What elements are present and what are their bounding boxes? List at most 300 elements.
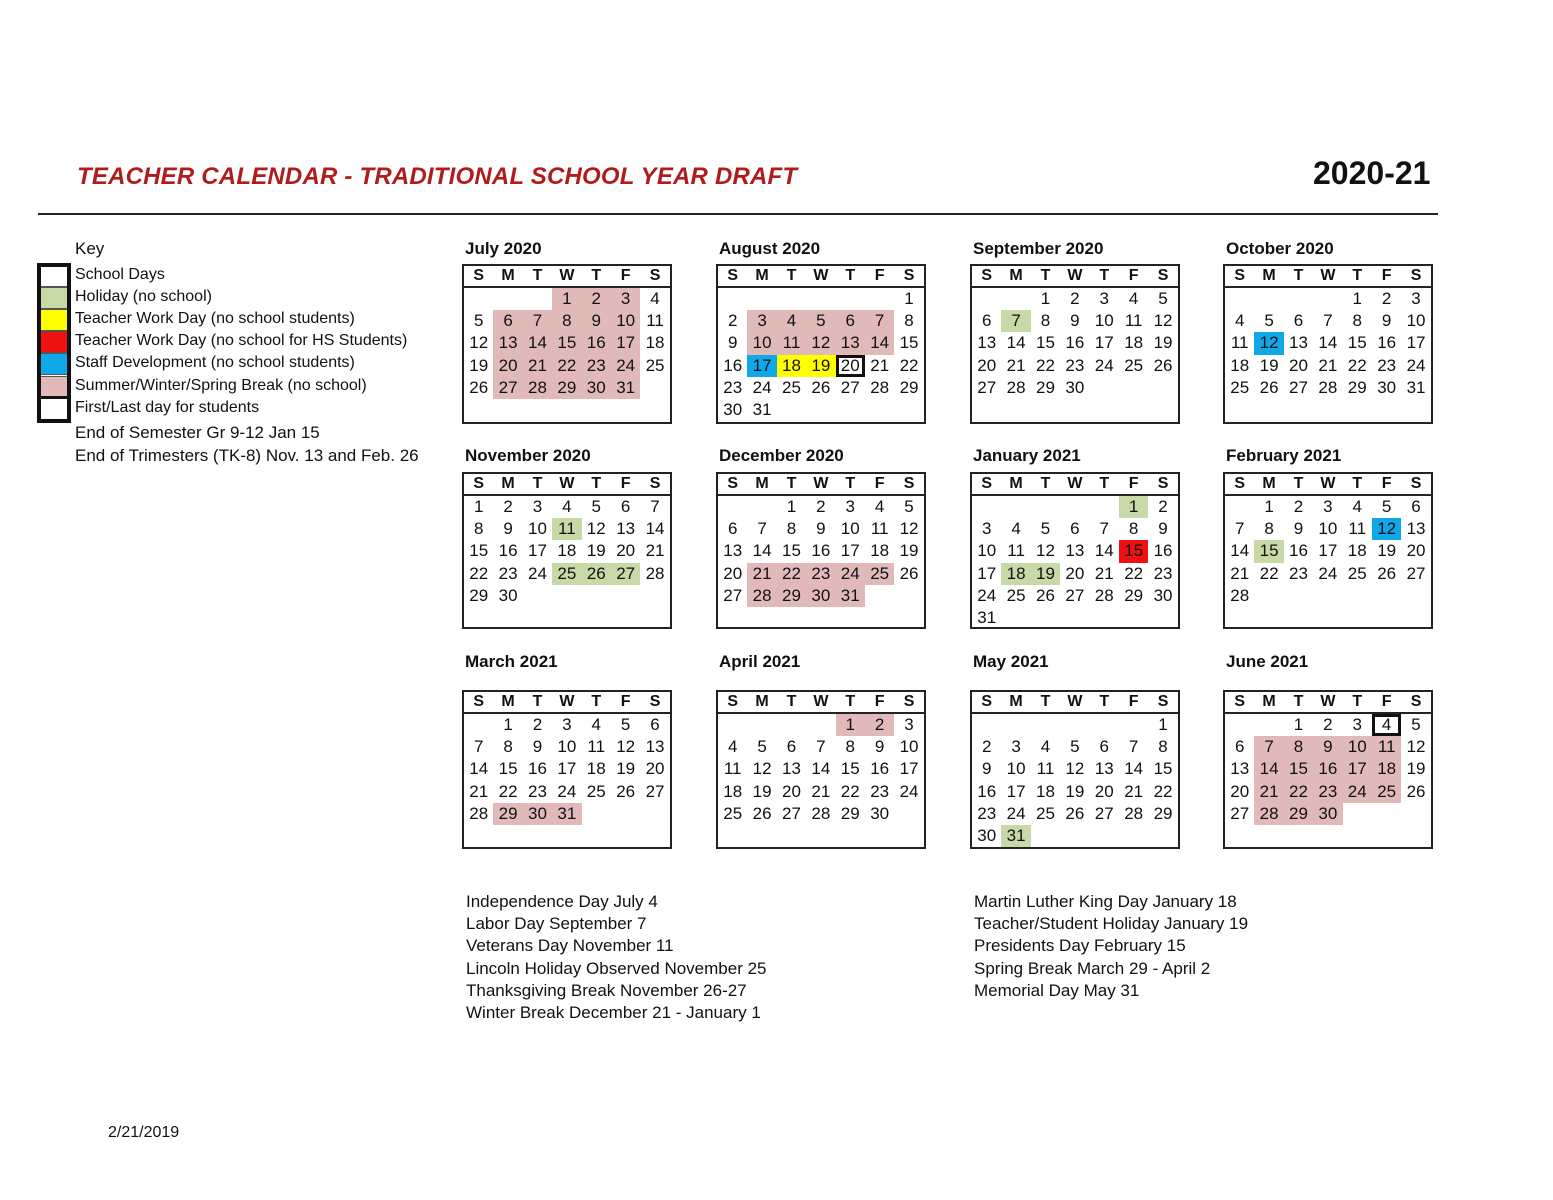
weekday-label: W <box>813 267 829 284</box>
month-title: October 2020 <box>1226 239 1334 258</box>
week-row <box>1225 736 1431 758</box>
day-cell: 3 <box>1011 737 1021 757</box>
day-cell: 23 <box>1313 781 1342 803</box>
day-cell: 13 <box>977 333 997 353</box>
month-grid <box>716 690 926 849</box>
day-cell: 28 <box>811 803 831 823</box>
weekday-label: T <box>1293 693 1304 710</box>
day-cell: 10 <box>611 310 640 332</box>
weekday-label: M <box>1262 693 1276 710</box>
month-grid <box>716 472 926 629</box>
empty-day-cell <box>1001 607 1030 629</box>
day-cell: 23 <box>977 803 997 823</box>
empty-day-cell <box>894 585 923 607</box>
day-cell: 26 <box>1065 803 1085 823</box>
weekday-header <box>1225 474 1431 496</box>
weekday-label: M <box>1262 267 1276 284</box>
day-cell: 11 <box>870 519 889 539</box>
day-cell: 26 <box>1259 377 1279 397</box>
day-cell: 10 <box>1006 759 1026 779</box>
day-cell: 4 <box>1372 714 1401 736</box>
day-cell: 31 <box>836 585 865 607</box>
legend-label: School Days <box>75 266 165 283</box>
day-cell: 24 <box>611 355 640 377</box>
day-cell: 8 <box>904 311 914 331</box>
day-cell: 19 <box>1377 541 1397 561</box>
day-cell: 21 <box>1254 781 1283 803</box>
day-cell: 20 <box>1289 355 1308 375</box>
day-cell: 26 <box>1406 781 1426 801</box>
day-cell: 20 <box>616 541 636 561</box>
holiday-line: Independence Day July 4 <box>466 892 658 911</box>
month-title: March 2021 <box>465 652 558 671</box>
day-cell: 8 <box>1352 311 1362 331</box>
empty-day-cell <box>552 585 581 607</box>
day-cell: 30 <box>806 585 835 607</box>
day-cell: 7 <box>523 310 552 332</box>
week-row <box>972 803 1178 825</box>
weekday-label: W <box>813 693 829 710</box>
day-cell: 4 <box>1234 311 1245 331</box>
day-cell: 14 <box>752 541 772 561</box>
holiday-line: Martin Luther King Day January 18 <box>974 892 1237 911</box>
day-cell: 2 <box>582 288 611 310</box>
day-cell: 3 <box>562 715 572 734</box>
day-cell: 6 <box>1099 737 1109 757</box>
week-row <box>972 758 1178 780</box>
day-cell: 18 <box>1347 541 1367 561</box>
day-cell: 12 <box>1406 737 1426 757</box>
day-cell: 24 <box>1343 781 1372 803</box>
day-cell: 13 <box>1065 541 1085 561</box>
day-cell: 17 <box>840 541 860 561</box>
weekday-label: T <box>786 475 797 492</box>
empty-day-cell <box>777 288 806 310</box>
day-cell: 25 <box>865 563 894 585</box>
week-row <box>972 332 1178 354</box>
weekday-label: S <box>649 693 661 710</box>
day-cell: 29 <box>552 377 581 399</box>
day-cell: 2 <box>727 311 738 331</box>
weekday-label: F <box>1128 693 1139 710</box>
day-cell: 21 <box>645 541 665 561</box>
legend-item-school-days <box>38 265 458 287</box>
day-cell: 16 <box>1313 758 1342 780</box>
day-cell: 12 <box>1372 518 1401 540</box>
empty-day-cell <box>747 288 776 310</box>
weekday-label: T <box>1352 475 1363 492</box>
day-cell: 23 <box>1377 355 1397 375</box>
weekday-label: S <box>1234 475 1246 492</box>
day-cell: 16 <box>1065 333 1085 353</box>
day-cell: 27 <box>1094 803 1114 823</box>
day-cell: 30 <box>1377 377 1397 397</box>
empty-day-cell <box>894 803 923 825</box>
empty-day-cell <box>1060 825 1089 847</box>
legend-label: Summer/Winter/Spring Break (no school) <box>75 377 367 394</box>
day-cell: 26 <box>752 803 772 823</box>
empty-day-cell <box>1001 496 1030 518</box>
day-cell: 11 <box>777 332 806 354</box>
month-title: May 2021 <box>973 652 1049 671</box>
day-cell: 28 <box>1318 377 1338 397</box>
day-cell: 22 <box>1153 781 1173 801</box>
day-cell: 8 <box>845 737 855 757</box>
day-cell: 16 <box>1377 333 1397 353</box>
day-cell: 21 <box>1094 563 1114 583</box>
day-cell: 21 <box>1230 563 1250 583</box>
day-cell: 21 <box>1318 355 1338 375</box>
day-cell: 25 <box>1347 563 1367 583</box>
legend-outline-divider <box>41 396 67 399</box>
weekday-label: F <box>1128 267 1139 284</box>
week-row <box>1225 355 1431 377</box>
empty-day-cell <box>972 496 1001 518</box>
weekday-label: W <box>1067 267 1083 284</box>
day-cell: 14 <box>1254 758 1283 780</box>
weekday-label: S <box>903 693 915 710</box>
day-cell: 24 <box>528 563 547 583</box>
day-cell: 16 <box>870 759 890 779</box>
legend-label: Teacher Work Day (no school students) <box>75 310 355 327</box>
day-cell: 8 <box>552 310 581 332</box>
day-cell: 15 <box>1119 540 1148 562</box>
day-cell: 4 <box>650 289 660 308</box>
weekday-label: S <box>903 267 915 284</box>
day-cell: 2 <box>1293 497 1304 516</box>
week-row <box>718 540 924 562</box>
day-cell: 2 <box>1070 289 1080 308</box>
day-cell: 12 <box>806 332 835 354</box>
day-cell: 10 <box>840 519 860 539</box>
day-cell: 19 <box>586 541 606 561</box>
day-cell: 23 <box>870 781 890 801</box>
empty-day-cell <box>1090 607 1119 629</box>
day-cell: 17 <box>977 563 997 583</box>
day-cell: 11 <box>1036 759 1055 779</box>
day-cell: 10 <box>899 737 919 757</box>
empty-day-cell <box>718 496 747 518</box>
day-cell: 26 <box>616 781 636 801</box>
day-cell: 20 <box>723 563 743 583</box>
weekday-header <box>464 692 670 714</box>
day-cell: 19 <box>1259 355 1279 375</box>
month-grid <box>1223 472 1433 629</box>
empty-day-cell <box>1284 288 1313 310</box>
empty-day-cell <box>865 288 894 310</box>
empty-day-cell <box>972 288 1001 310</box>
day-cell: 23 <box>723 377 743 397</box>
weekday-label: M <box>1262 475 1276 492</box>
day-cell: 2 <box>1381 289 1392 308</box>
weekday-label: T <box>591 693 602 710</box>
weekday-label: F <box>620 267 631 284</box>
empty-day-cell <box>806 714 835 736</box>
day-cell: 26 <box>469 377 489 397</box>
day-cell: 2 <box>532 715 543 734</box>
day-cell: 9 <box>503 519 513 539</box>
day-cell: 25 <box>552 563 581 585</box>
day-cell: 4 <box>1040 737 1051 757</box>
empty-day-cell <box>1148 607 1177 629</box>
day-cell: 17 <box>1406 333 1426 353</box>
day-cell: 9 <box>874 737 885 757</box>
empty-day-cell <box>1060 714 1089 736</box>
weekday-header <box>1225 266 1431 288</box>
day-cell: 20 <box>1230 781 1250 801</box>
day-cell: 14 <box>1124 759 1144 779</box>
week-row <box>1225 288 1431 310</box>
empty-day-cell <box>1148 377 1177 399</box>
day-cell: 5 <box>473 311 484 331</box>
day-cell: 31 <box>752 399 772 419</box>
legend-swatch <box>38 376 71 398</box>
weekday-label: S <box>981 475 993 492</box>
note-semester: End of Semester Gr 9-12 Jan 15 <box>75 423 320 442</box>
weekday-label: W <box>559 693 575 710</box>
week-row <box>1225 758 1431 780</box>
empty-day-cell <box>640 377 669 399</box>
month-grid <box>1223 690 1433 849</box>
day-cell: 15 <box>1254 540 1283 562</box>
empty-day-cell <box>1060 607 1089 629</box>
week-row <box>464 332 670 354</box>
weekday-label: T <box>786 693 797 710</box>
day-cell: 10 <box>977 541 997 561</box>
holiday-list-left <box>466 891 767 1024</box>
day-cell: 26 <box>1036 585 1055 605</box>
day-cell: 8 <box>1264 519 1274 539</box>
day-cell: 8 <box>786 519 797 539</box>
holiday-line: Teacher/Student Holiday January 19 <box>974 914 1249 934</box>
day-cell: 16 <box>1289 541 1308 561</box>
day-cell: 6 <box>836 310 865 332</box>
empty-day-cell <box>1060 496 1089 518</box>
day-cell: 18 <box>1372 758 1401 780</box>
day-cell: 4 <box>1011 519 1021 539</box>
day-cell: 25 <box>645 355 665 375</box>
month-title: July 2020 <box>465 239 542 258</box>
day-cell: 14 <box>865 332 894 354</box>
day-cell: 30 <box>582 377 611 399</box>
day-cell: 25 <box>1372 781 1401 803</box>
day-cell: 20 <box>645 759 665 779</box>
week-row <box>718 332 924 354</box>
day-cell: 20 <box>1094 781 1114 801</box>
empty-day-cell <box>777 714 806 736</box>
weekday-label: W <box>559 267 575 284</box>
day-cell: 8 <box>503 737 513 757</box>
empty-day-cell <box>464 288 493 310</box>
empty-day-cell <box>1313 585 1342 607</box>
day-cell: 24 <box>1094 355 1114 375</box>
month-grid <box>462 690 672 849</box>
week-row <box>972 563 1178 585</box>
day-cell: 20 <box>493 355 522 377</box>
legend-item-break <box>38 376 458 398</box>
weekday-label: T <box>1040 475 1051 492</box>
legend-item-holiday <box>38 287 458 309</box>
week-row <box>464 585 670 607</box>
empty-day-cell <box>806 399 835 421</box>
empty-day-cell <box>640 585 669 607</box>
day-cell: 27 <box>493 377 522 399</box>
weekday-label: S <box>981 693 993 710</box>
day-cell: 6 <box>1070 519 1080 539</box>
week-row <box>718 518 924 540</box>
holiday-line: Lincoln Holiday Observed November 25 <box>466 958 767 978</box>
day-cell: 10 <box>747 332 776 354</box>
day-cell: 2 <box>981 737 992 757</box>
day-cell: 25 <box>1230 377 1250 397</box>
week-row <box>464 736 670 758</box>
day-cell: 13 <box>1230 759 1250 779</box>
day-cell: 1 <box>904 289 914 308</box>
empty-day-cell <box>1225 496 1254 518</box>
day-cell: 5 <box>1411 715 1421 734</box>
day-cell: 27 <box>723 585 743 605</box>
empty-day-cell <box>1225 714 1254 736</box>
day-cell: 4 <box>874 497 885 516</box>
day-cell: 3 <box>611 288 640 310</box>
weekday-label: M <box>755 693 769 710</box>
holiday-line: Thanksgiving Break November 26-27 <box>466 980 747 1000</box>
weekday-label: T <box>1040 267 1051 284</box>
week-row <box>464 563 670 585</box>
week-row <box>1225 310 1431 332</box>
day-cell: 9 <box>1293 519 1304 539</box>
day-cell: 28 <box>469 803 489 823</box>
empty-day-cell <box>1001 714 1030 736</box>
day-cell: 17 <box>1343 758 1372 780</box>
day-cell: 14 <box>523 332 552 354</box>
month-grid <box>1223 264 1433 424</box>
day-cell: 1 <box>1352 289 1362 308</box>
empty-day-cell <box>747 496 776 518</box>
weekday-label: S <box>649 475 661 492</box>
day-cell: 3 <box>981 519 992 539</box>
empty-day-cell <box>1254 714 1283 736</box>
weekday-label: T <box>1293 475 1304 492</box>
day-cell: 22 <box>777 563 806 585</box>
month-title: December 2020 <box>719 446 844 465</box>
day-cell: 25 <box>782 377 801 397</box>
day-cell: 23 <box>1153 563 1173 583</box>
day-cell: 12 <box>1036 541 1055 561</box>
week-row <box>972 781 1178 803</box>
week-row <box>464 288 670 310</box>
day-cell: 11 <box>723 759 742 779</box>
day-cell: 4 <box>1128 289 1139 308</box>
empty-day-cell <box>1090 714 1119 736</box>
day-cell: 14 <box>1230 541 1250 561</box>
empty-day-cell <box>1254 585 1283 607</box>
day-cell: 16 <box>811 541 831 561</box>
day-cell: 1 <box>1119 496 1148 518</box>
day-cell: 11 <box>1372 736 1401 758</box>
empty-day-cell <box>1225 288 1254 310</box>
empty-day-cell <box>1031 496 1060 518</box>
month-grid <box>462 472 672 629</box>
day-cell: 19 <box>1153 333 1173 353</box>
day-cell: 3 <box>845 497 855 516</box>
weekday-label: F <box>1128 475 1139 492</box>
empty-day-cell <box>806 288 835 310</box>
day-cell: 8 <box>1158 737 1168 757</box>
week-row <box>718 399 924 421</box>
legend-label: Holiday (no school) <box>75 288 212 305</box>
weekday-label: T <box>1040 693 1051 710</box>
week-row <box>718 288 924 310</box>
week-row <box>718 803 924 825</box>
day-cell: 16 <box>528 759 547 779</box>
day-cell: 8 <box>1040 311 1051 331</box>
weekday-header <box>718 266 924 288</box>
day-cell: 7 <box>1128 737 1139 757</box>
week-row <box>1225 540 1431 562</box>
week-row <box>972 288 1178 310</box>
weekday-label: T <box>532 267 543 284</box>
week-row <box>464 714 670 736</box>
day-cell: 6 <box>493 310 522 332</box>
weekday-label: M <box>1009 693 1023 710</box>
day-cell: 9 <box>981 759 992 779</box>
empty-day-cell <box>836 399 865 421</box>
holiday-line: Labor Day September 7 <box>466 914 647 934</box>
day-cell: 9 <box>1070 311 1080 331</box>
month-grid <box>970 472 1180 629</box>
day-cell: 14 <box>1094 541 1114 561</box>
day-cell: 7 <box>473 737 484 757</box>
week-row <box>718 377 924 399</box>
weekday-label: T <box>1293 267 1304 284</box>
week-row <box>464 310 670 332</box>
day-cell: 8 <box>1284 736 1313 758</box>
day-cell: 29 <box>1153 803 1173 823</box>
week-row <box>464 355 670 377</box>
week-row <box>718 310 924 332</box>
empty-day-cell <box>865 585 894 607</box>
day-cell: 22 <box>899 355 919 375</box>
empty-day-cell <box>1031 607 1060 629</box>
day-cell: 17 <box>747 355 776 377</box>
day-cell: 13 <box>493 332 522 354</box>
weekday-label: W <box>559 475 575 492</box>
day-cell: 18 <box>870 541 890 561</box>
day-cell: 5 <box>1040 519 1051 539</box>
day-cell: 1 <box>1293 715 1304 734</box>
day-cell: 27 <box>611 563 640 585</box>
day-cell: 16 <box>582 332 611 354</box>
weekday-header <box>1225 692 1431 714</box>
day-cell: 14 <box>1006 333 1026 353</box>
day-cell: 5 <box>591 497 601 516</box>
day-cell: 30 <box>498 585 518 605</box>
day-cell: 6 <box>650 715 660 734</box>
day-cell: 30 <box>977 825 997 845</box>
day-cell: 10 <box>1343 736 1372 758</box>
day-cell: 19 <box>1031 563 1060 585</box>
day-cell: 5 <box>1158 289 1168 308</box>
day-cell: 14 <box>1318 333 1338 353</box>
day-cell: 5 <box>1070 737 1080 757</box>
month-title: February 2021 <box>1226 446 1342 465</box>
weekday-label: F <box>1381 693 1392 710</box>
weekday-label: S <box>1410 267 1422 284</box>
day-cell: 22 <box>469 563 489 583</box>
day-cell: 28 <box>870 377 890 397</box>
day-cell: 12 <box>899 519 919 539</box>
